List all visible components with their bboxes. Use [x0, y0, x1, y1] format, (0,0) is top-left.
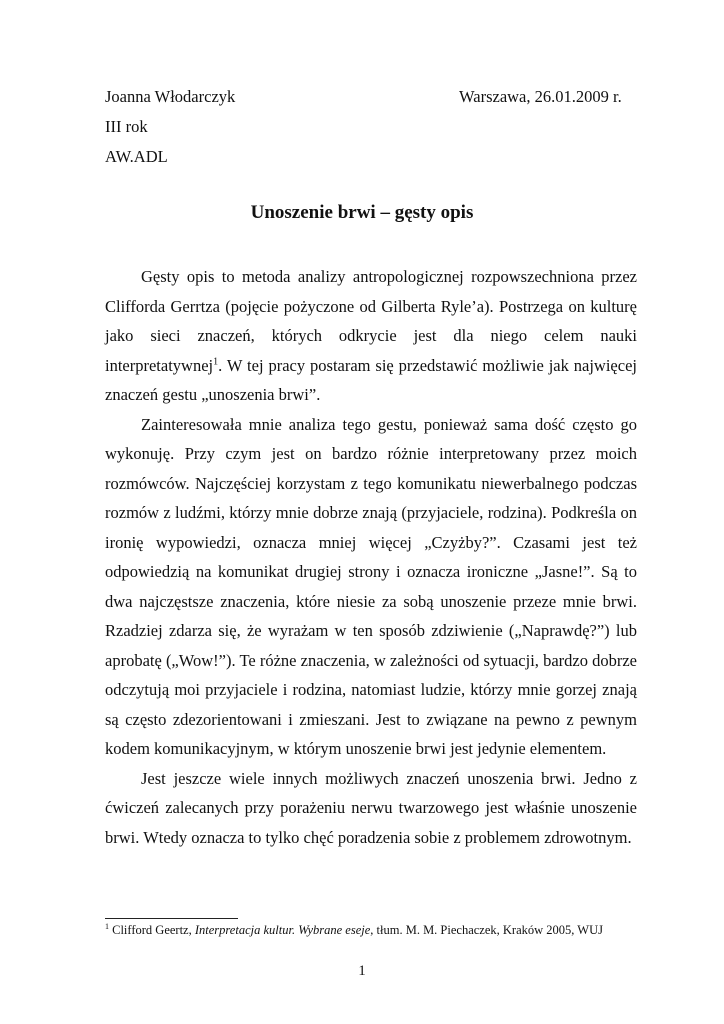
paragraph-2: Zainteresowała mnie analiza tego gestu, ponieważ sama dość często go wykonuję. Przy czym jest on bardzo różnie interpretowany przez moich rozmówców. Najczęściej korzystam z tego komunikatu niewerbalnego podczas rozmów z ludźmi, którzy mnie dobrze znają (przyjaciele, rodzina). Podkreśla on ironię wypowiedzi, oznacza mniej więcej „Czyżby?”. Czasami jest też odpowiedzią na komunikat drugiej strony i oznacza ironiczne „Jasne!”. Są to dwa najczęstsze znaczenia, które niesie za sobą unoszenie przeze mnie brwi. Rzadziej zdarza się, że wyrażam w ten sposób zdziwienie („Naprawdę?”) lub aprobatę („Wow!”). Te różne znaczenia, w zależności od sytuacji, bardzo dobrze odczytują moi przyjaciele i rodzina, natomiast ludzie, którzy mnie gorzej znają są często zdezorientowani i zmieszani. Jest to związane na pewno z pewnym kodem komunikacyjnym, w którym unoszenie brwi jest jedynie elementem.: [105, 414, 637, 758]
footnote: [105, 923, 665, 938]
footnote-separator: [105, 918, 238, 919]
footnote-reference: 1: [213, 356, 219, 367]
essay-title: Unoszenie brwi – gęsty opis: [250, 202, 474, 223]
footnote-details: , tłum. M. M. Piechaczek, Kraków 2005, WUJ: [370, 923, 603, 937]
author-name: Joanna Włodarczyk: [105, 87, 236, 106]
essay-body: [105, 262, 637, 852]
paragraph-1-text-continued: . W tej pracy postaram się przedstawić możliwie jak najwięcej znaczeń gestu „unoszenia brwi”.: [105, 355, 637, 404]
footnote-author: Clifford Geertz,: [112, 923, 195, 937]
paragraph-3: Jest jeszcze wiele innych możliwych znaczeń unoszenia brwi. Jedno z ćwiczeń zalecanych przy porażeniu nerwu twarzowego jest właśnie unoszenie brwi. Wtedy oznacza to tylko chęć poradzenia sobie z problemem zdrowotnym.: [105, 768, 637, 847]
paragraph-1: [105, 262, 637, 410]
paragraph-1-text: Gęsty opis to metoda analizy antropologicznej rozpowszechniona przez Clifforda Gerrtza (pojęcie pożyczone od Gilberta Ryle’a). Postrzega on kulturę jako sieci znaczeń, których odkrycie jest dla niego celem nauki interpretatywnej: [105, 267, 637, 375]
group-code: AW.ADL: [105, 147, 168, 166]
place-date: Warszawa, 26.01.2009 r.: [459, 87, 622, 106]
footnote-book-title: Interpretacja kultur. Wybrane eseje: [194, 923, 371, 937]
study-year: III rok: [105, 117, 148, 136]
page-number: 1: [358, 963, 366, 979]
footnote-number: 1: [105, 921, 109, 931]
